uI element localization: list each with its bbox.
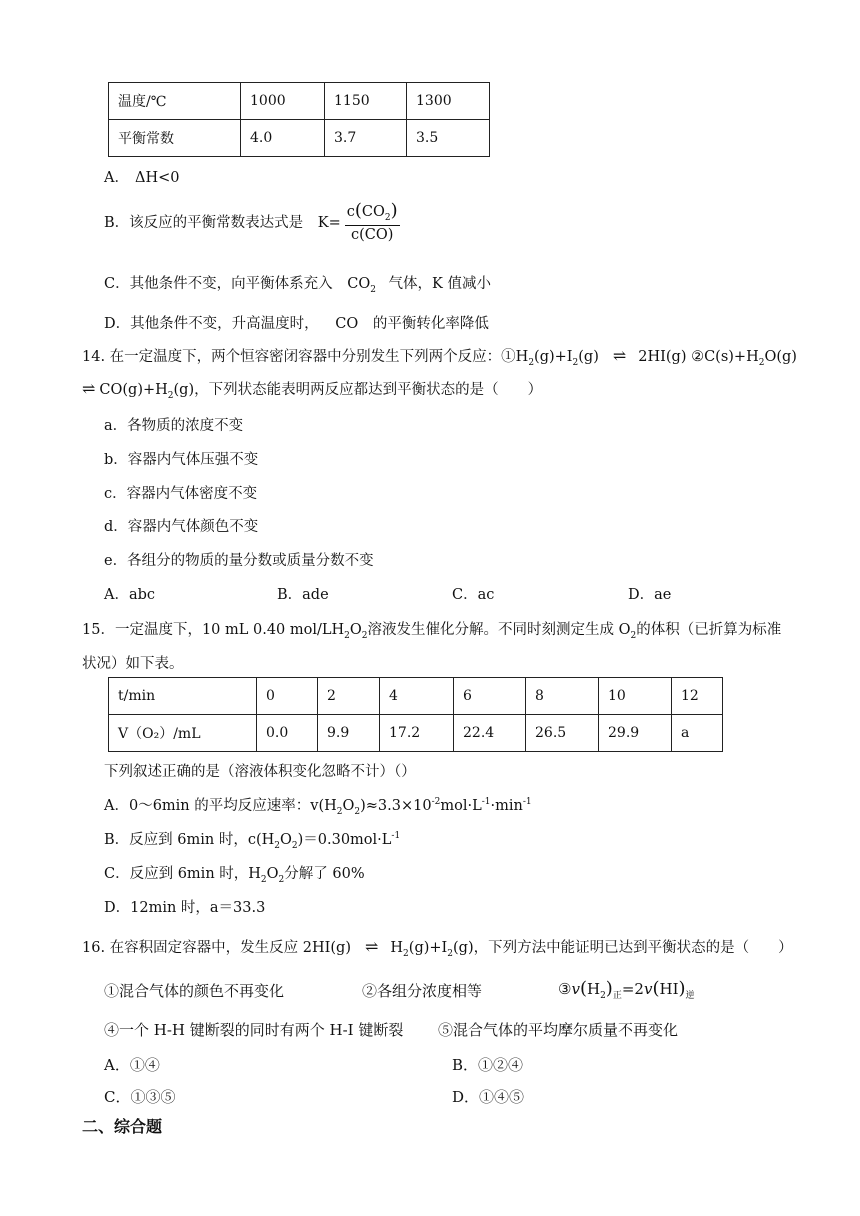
table-cell: 平衡常数 xyxy=(109,120,241,157)
q16-choice-5: ⑤混合气体的平均摩尔质量不再变化 xyxy=(438,1021,679,1039)
table-row xyxy=(109,120,490,157)
q14-item-d: d．容器内气体颜色不变 xyxy=(104,519,259,535)
q14-stem-line2: ⇌ $CO(g)+H_2(g)$，下列状态能表明两反应都达到平衡状态的是（ ） xyxy=(82,379,543,401)
q13-option-c: C．其他条件不变，向平衡体系充入 $CO_2$ 气体，K 值减小 xyxy=(104,276,491,295)
table-cell: 3.5 xyxy=(407,120,490,157)
table-cell: 17.2 xyxy=(380,715,454,752)
table-cell: 12 xyxy=(672,678,723,715)
oxygen-volume-table xyxy=(108,677,723,752)
q15-option-a: A．0～6min 的平均反应速率：$v(H_2O_2)\approx 3.3\times 10^{-2}mol\cdot L^{-1}\cdot\min^{-1}$ xyxy=(104,797,532,817)
table-cell: 4.0 xyxy=(241,120,325,157)
equilibrium-arrow-icon: ⇌ xyxy=(82,379,94,398)
table-row xyxy=(109,83,490,120)
q14-item-e: e．各组分的物质的量分数或质量分数不变 xyxy=(104,553,374,569)
q13-option-b: B．该反应的平衡常数表达式是 K= $\frac{c(CO_2)}{c(CO)}$ xyxy=(104,200,398,244)
equilibrium-arrow-icon: ⇌ xyxy=(364,937,377,956)
q14-item-a: a．各物质的浓度不变 xyxy=(104,418,244,434)
q15-stem-line1: 15．一定温度下，10 mL 0.40 mol/$LH_2O_2$溶液发生催化分解。不同时刻测定生成 $O_2$的体积（已折算为标准 xyxy=(82,622,782,641)
q15-option-d: D．12min 时，a＝33.3 xyxy=(104,900,266,916)
table-cell: 9.9 xyxy=(318,715,380,752)
table-cell: 2 xyxy=(318,678,380,715)
q14-option-a: A．abc xyxy=(104,587,156,603)
q15-prompt: 下列叙述正确的是（溶液体积变化忽略不计）（） xyxy=(104,764,416,780)
table-cell: 0 xyxy=(257,678,318,715)
equilibrium-constant-fraction: $\frac{c(CO_2)}{c(CO)}$ xyxy=(346,200,398,244)
equilibrium-constant-table xyxy=(108,82,490,157)
table-cell: 温度/℃ xyxy=(109,83,241,120)
table-cell: 6 xyxy=(454,678,526,715)
table-cell: 1150 xyxy=(325,83,407,120)
table-cell: t/min xyxy=(109,678,257,715)
q15-stem-line2: 状况）如下表。 xyxy=(82,656,184,672)
table-cell: 3.7 xyxy=(325,120,407,157)
table-row xyxy=(109,715,723,752)
q14-option-b: B．ade xyxy=(277,587,329,603)
q15-option-c: C．反应到 6min 时，$H_2O_2$分解了 60% xyxy=(104,866,365,885)
q14-option-d: D．ae xyxy=(628,587,672,603)
table-cell: 29.9 xyxy=(599,715,672,752)
table-cell: 1300 xyxy=(407,83,490,120)
q14-stem-line1: 14. 在一定温度下，两个恒容密闭容器中分别发生下列两个反应：$①H_2(g)+I_2(g)$ ⇌ 2HI(g) $②C(s)+H_2O(g)$ xyxy=(82,346,797,368)
table-cell: V（O₂）/mL xyxy=(109,715,257,752)
q16-choice-3: $③v(H_2)_正=2v(HI)_逆$ xyxy=(558,978,695,1001)
table-cell: 26.5 xyxy=(526,715,599,752)
q13-option-a: A． ΔH<0 xyxy=(104,170,180,186)
table-cell: 1000 xyxy=(241,83,325,120)
q16-choice-2: ②各组分浓度相等 xyxy=(362,982,483,1000)
table-cell: 4 xyxy=(380,678,454,715)
q15-option-b: B．反应到 6min 时，$c(H_2O_2)=0.30mol\cdot L^{-1}$ xyxy=(104,831,401,851)
q14-option-c: C．ac xyxy=(452,587,495,603)
table-cell: 10 xyxy=(599,678,672,715)
equilibrium-arrow-icon: ⇌ xyxy=(612,346,625,365)
q16-option-d: D．①④⑤ xyxy=(452,1088,525,1106)
q14-item-b: b．容器内气体压强不变 xyxy=(104,452,259,468)
table-cell: a xyxy=(672,715,723,752)
q16-choice-1: ①混合气体的颜色不再变化 xyxy=(104,982,285,1000)
q14-item-c: c．容器内气体密度不变 xyxy=(104,486,258,502)
q16-option-b: B．①②④ xyxy=(452,1056,524,1074)
q16-option-c: C．①③⑤ xyxy=(104,1088,176,1106)
q16-option-a: A．①④ xyxy=(104,1056,160,1074)
section-heading: 二、综合题 xyxy=(82,1117,163,1136)
q16-stem: 16. 在容积固定容器中，发生反应 2HI(g) ⇌ $H_2(g)+I_2(g)$，下列方法中能证明已达到平衡状态的是（ ） xyxy=(82,937,793,959)
table-cell: 8 xyxy=(526,678,599,715)
q16-choice-4: ④一个 H-H 键断裂的同时有两个 H-I 键断裂 xyxy=(104,1021,404,1039)
q13-option-d: D．其他条件不变，升高温度时， CO 的平衡转化率降低 xyxy=(104,316,489,332)
table-row xyxy=(109,678,723,715)
table-cell: 0.0 xyxy=(257,715,318,752)
table-cell: 22.4 xyxy=(454,715,526,752)
